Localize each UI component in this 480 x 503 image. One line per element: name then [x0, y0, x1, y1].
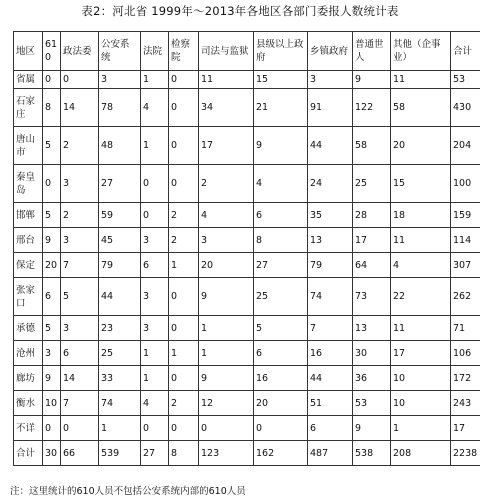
header-row	[14, 32, 480, 71]
cell-court: 1	[141, 366, 169, 391]
cell-610: 3	[43, 341, 61, 366]
cell-procuratorate: 0	[169, 165, 199, 203]
cell-court: 0	[141, 203, 169, 228]
cell-other-enterprise: 208	[391, 441, 451, 466]
cell-procuratorate: 0	[169, 316, 199, 341]
cell-region: 廊坊	[14, 366, 43, 391]
cell-justice-prison: 17	[199, 127, 254, 165]
cell-610: 6	[43, 278, 61, 316]
cell-610: 5	[43, 316, 61, 341]
cell-county-government: 20	[254, 391, 308, 416]
cell-610: 10	[43, 391, 61, 416]
cell-justice-prison: 11	[199, 71, 254, 89]
cell-610: 8	[43, 89, 61, 127]
cell-610: 0	[43, 71, 61, 89]
cell-region: 邢台	[14, 228, 43, 253]
cell-procuratorate: 0	[169, 71, 199, 89]
cell-township-government: 74	[308, 278, 353, 316]
cell-total: 172	[451, 366, 480, 391]
cell-region: 承德	[14, 316, 43, 341]
cell-public-security: 539	[99, 441, 141, 466]
table-row	[14, 441, 480, 466]
statistics-table	[13, 31, 480, 466]
cell-county-government: 5	[254, 316, 308, 341]
header-total: 合计	[451, 32, 480, 71]
cell-justice-prison: 123	[199, 441, 254, 466]
cell-other-enterprise: 11	[391, 228, 451, 253]
cell-township-government: 6	[308, 416, 353, 441]
cell-political-legal: 3	[61, 228, 99, 253]
header-political-legal: 政法委	[61, 32, 99, 71]
cell-procuratorate: 0	[169, 416, 199, 441]
cell-public-security: 1	[99, 416, 141, 441]
cell-court: 1	[141, 341, 169, 366]
cell-public-security: 78	[99, 89, 141, 127]
cell-ordinary-people: 25	[353, 165, 391, 203]
cell-other-enterprise: 17	[391, 341, 451, 366]
cell-county-government: 25	[254, 278, 308, 316]
cell-county-government: 21	[254, 89, 308, 127]
cell-court: 27	[141, 441, 169, 466]
cell-justice-prison: 4	[199, 203, 254, 228]
cell-procuratorate: 2	[169, 203, 199, 228]
cell-justice-prison: 2	[199, 165, 254, 203]
cell-court: 4	[141, 391, 169, 416]
cell-610: 5	[43, 127, 61, 165]
cell-ordinary-people: 9	[353, 71, 391, 89]
cell-political-legal: 0	[61, 416, 99, 441]
cell-court: 3	[141, 278, 169, 316]
cell-other-enterprise: 22	[391, 278, 451, 316]
cell-total: 114	[451, 228, 480, 253]
cell-other-enterprise: 15	[391, 165, 451, 203]
cell-public-security: 74	[99, 391, 141, 416]
cell-total: 17	[451, 416, 480, 441]
cell-610: 9	[43, 228, 61, 253]
header-township-government: 乡镇政府	[308, 32, 353, 71]
cell-public-security: 3	[99, 71, 141, 89]
cell-610: 20	[43, 253, 61, 278]
cell-other-enterprise: 10	[391, 391, 451, 416]
cell-political-legal: 6	[61, 341, 99, 366]
cell-court: 3	[141, 228, 169, 253]
cell-other-enterprise: 4	[391, 253, 451, 278]
cell-court: 1	[141, 127, 169, 165]
cell-other-enterprise: 10	[391, 366, 451, 391]
cell-county-government: 4	[254, 165, 308, 203]
cell-other-enterprise: 20	[391, 127, 451, 165]
cell-court: 0	[141, 416, 169, 441]
cell-procuratorate: 2	[169, 391, 199, 416]
cell-political-legal: 7	[61, 253, 99, 278]
cell-ordinary-people: 30	[353, 341, 391, 366]
cell-political-legal: 2	[61, 203, 99, 228]
cell-610: 5	[43, 203, 61, 228]
cell-township-government: 13	[308, 228, 353, 253]
header-county-government: 县级以上政府	[254, 32, 308, 71]
cell-court: 3	[141, 316, 169, 341]
cell-procuratorate: 0	[169, 366, 199, 391]
cell-ordinary-people: 36	[353, 366, 391, 391]
cell-political-legal: 66	[61, 441, 99, 466]
cell-public-security: 44	[99, 278, 141, 316]
cell-ordinary-people: 538	[353, 441, 391, 466]
table-row	[14, 416, 480, 441]
cell-610: 0	[43, 416, 61, 441]
cell-total: 243	[451, 391, 480, 416]
cell-total: 307	[451, 253, 480, 278]
cell-political-legal: 3	[61, 165, 99, 203]
table-row	[14, 165, 480, 203]
table-row	[14, 71, 480, 89]
cell-ordinary-people: 58	[353, 127, 391, 165]
cell-ordinary-people: 9	[353, 416, 391, 441]
cell-region: 保定	[14, 253, 43, 278]
table-row	[14, 127, 480, 165]
cell-political-legal: 3	[61, 316, 99, 341]
cell-county-government: 6	[254, 341, 308, 366]
cell-township-government: 35	[308, 203, 353, 228]
cell-region: 不详	[14, 416, 43, 441]
cell-county-government: 27	[254, 253, 308, 278]
cell-other-enterprise: 1	[391, 416, 451, 441]
cell-justice-prison: 0	[199, 416, 254, 441]
table-row	[14, 203, 480, 228]
header-region: 地区	[14, 32, 43, 71]
table-row	[14, 253, 480, 278]
cell-public-security: 27	[99, 165, 141, 203]
cell-procuratorate: 0	[169, 89, 199, 127]
cell-township-government: 44	[308, 127, 353, 165]
cell-ordinary-people: 13	[353, 316, 391, 341]
cell-total: 53	[451, 71, 480, 89]
cell-political-legal: 14	[61, 89, 99, 127]
cell-court: 1	[141, 71, 169, 89]
cell-public-security: 33	[99, 366, 141, 391]
cell-political-legal: 14	[61, 366, 99, 391]
cell-township-government: 3	[308, 71, 353, 89]
cell-total: 100	[451, 165, 480, 203]
cell-610: 30	[43, 441, 61, 466]
cell-procuratorate: 1	[169, 341, 199, 366]
cell-ordinary-people: 122	[353, 89, 391, 127]
cell-justice-prison: 20	[199, 253, 254, 278]
cell-county-government: 15	[254, 71, 308, 89]
cell-other-enterprise: 58	[391, 89, 451, 127]
cell-township-government: 24	[308, 165, 353, 203]
cell-township-government: 51	[308, 391, 353, 416]
table-row	[14, 341, 480, 366]
cell-region: 石家庄	[14, 89, 43, 127]
cell-township-government: 7	[308, 316, 353, 341]
cell-county-government: 9	[254, 127, 308, 165]
cell-ordinary-people: 64	[353, 253, 391, 278]
cell-justice-prison: 9	[199, 366, 254, 391]
cell-justice-prison: 1	[199, 341, 254, 366]
table-row	[14, 278, 480, 316]
cell-procuratorate: 0	[169, 127, 199, 165]
cell-county-government: 6	[254, 203, 308, 228]
cell-total: 159	[451, 203, 480, 228]
cell-total: 430	[451, 89, 480, 127]
cell-justice-prison: 9	[199, 278, 254, 316]
table-row	[14, 228, 480, 253]
cell-county-government: 162	[254, 441, 308, 466]
cell-court: 0	[141, 165, 169, 203]
cell-political-legal: 0	[61, 71, 99, 89]
cell-ordinary-people: 17	[353, 228, 391, 253]
cell-county-government: 0	[254, 416, 308, 441]
cell-region: 张家口	[14, 278, 43, 316]
cell-region: 秦皇岛	[14, 165, 43, 203]
table-title: 表2：河北省 1999年～2013年各地区各部门委报人数统计表	[81, 4, 399, 18]
header-610: 610	[43, 32, 61, 71]
cell-total: 2238	[451, 441, 480, 466]
cell-justice-prison: 12	[199, 391, 254, 416]
cell-procuratorate: 2	[169, 228, 199, 253]
cell-public-security: 59	[99, 203, 141, 228]
cell-township-government: 79	[308, 253, 353, 278]
table-row	[14, 316, 480, 341]
cell-public-security: 25	[99, 341, 141, 366]
header-other-enterprise: 其他（企事业）	[391, 32, 451, 71]
cell-political-legal: 5	[61, 278, 99, 316]
cell-political-legal: 2	[61, 127, 99, 165]
cell-other-enterprise: 18	[391, 203, 451, 228]
cell-justice-prison: 1	[199, 316, 254, 341]
table-row	[14, 391, 480, 416]
cell-total: 71	[451, 316, 480, 341]
cell-610: 9	[43, 366, 61, 391]
cell-political-legal: 7	[61, 391, 99, 416]
cell-region: 邯郸	[14, 203, 43, 228]
cell-court: 6	[141, 253, 169, 278]
header-procuratorate: 检察院	[169, 32, 199, 71]
cell-other-enterprise: 11	[391, 71, 451, 89]
cell-public-security: 23	[99, 316, 141, 341]
cell-region: 省属	[14, 71, 43, 89]
table-row	[14, 366, 480, 391]
cell-ordinary-people: 73	[353, 278, 391, 316]
cell-court: 4	[141, 89, 169, 127]
cell-public-security: 79	[99, 253, 141, 278]
cell-county-government: 8	[254, 228, 308, 253]
cell-region: 合计	[14, 441, 43, 466]
table-footnote: 注：这里统计的610人员不包括公安系统内部的610人员	[10, 486, 246, 497]
cell-ordinary-people: 28	[353, 203, 391, 228]
header-justice-prison: 司法与监狱	[199, 32, 254, 71]
cell-other-enterprise: 11	[391, 316, 451, 341]
header-ordinary-people: 普通世人	[353, 32, 391, 71]
cell-region: 唐山市	[14, 127, 43, 165]
cell-procuratorate: 0	[169, 278, 199, 316]
cell-township-government: 44	[308, 366, 353, 391]
table-row	[14, 89, 480, 127]
cell-region: 沧州	[14, 341, 43, 366]
cell-610: 0	[43, 165, 61, 203]
header-court: 法院	[141, 32, 169, 71]
cell-total: 106	[451, 341, 480, 366]
cell-justice-prison: 34	[199, 89, 254, 127]
cell-justice-prison: 3	[199, 228, 254, 253]
cell-ordinary-people: 53	[353, 391, 391, 416]
cell-township-government: 16	[308, 341, 353, 366]
cell-total: 262	[451, 278, 480, 316]
cell-procuratorate: 1	[169, 253, 199, 278]
cell-region: 衡水	[14, 391, 43, 416]
cell-county-government: 16	[254, 366, 308, 391]
cell-township-government: 91	[308, 89, 353, 127]
cell-procuratorate: 8	[169, 441, 199, 466]
header-public-security: 公安系统	[99, 32, 141, 71]
cell-public-security: 45	[99, 228, 141, 253]
cell-total: 204	[451, 127, 480, 165]
cell-public-security: 48	[99, 127, 141, 165]
cell-township-government: 487	[308, 441, 353, 466]
